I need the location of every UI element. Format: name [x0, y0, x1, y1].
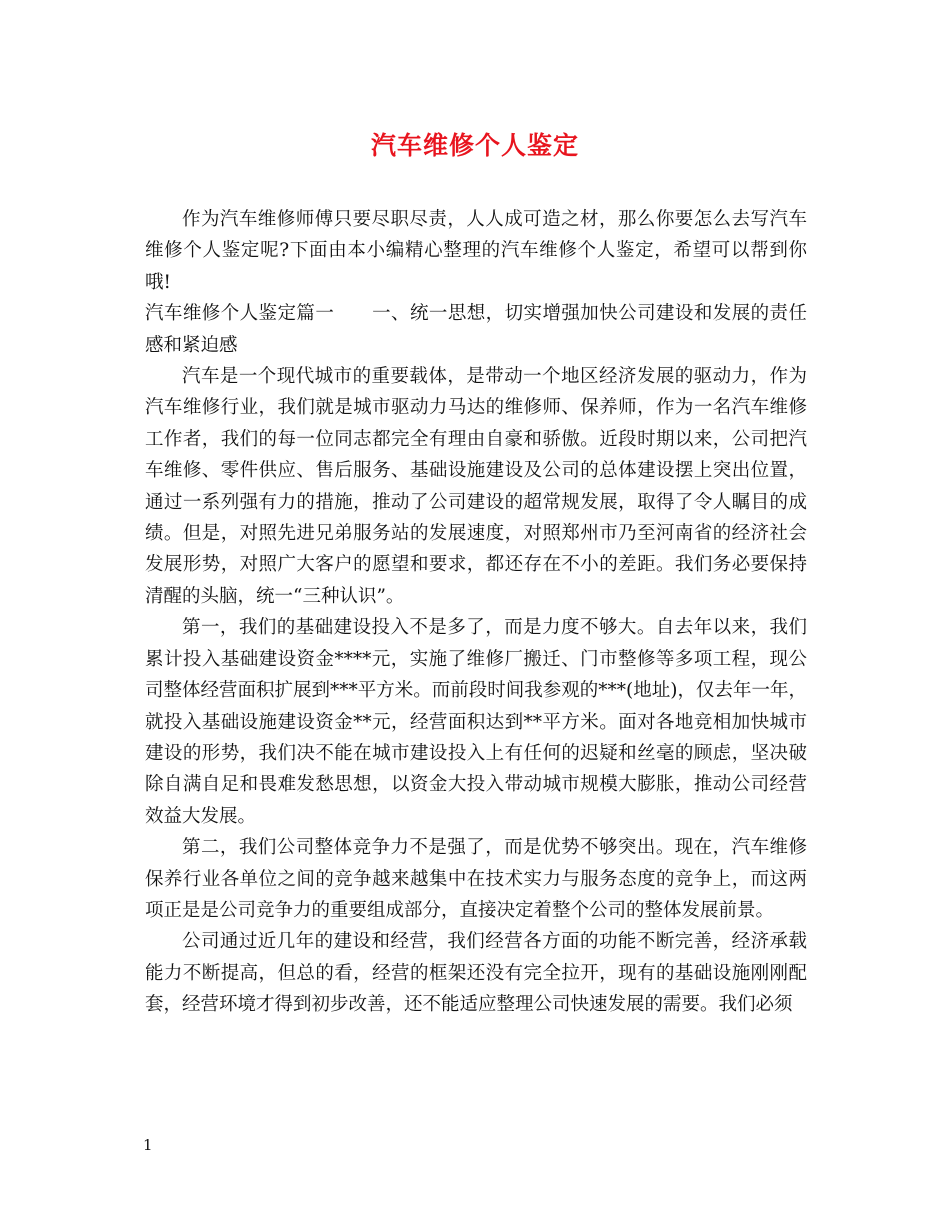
paragraph-body: 第一，我们的基础建设投入不是多了，而是力度不够大。自去年以来，我们累计投入基础建设资金****元，实施了维修厂搬迁、门市整修等多项工程，现公司整体经营面积扩展到***平方米。而前段时间我参观的***(地址)，仅去年一年，就投入基础设施建设资金**元，经营面积达到**平方米。面对各地竞相加快城市建设的形势，我们决不能在城市建设投入上有任何的迟疑和丝毫的顾虑，坚决破除自满自足和畏难发愁思想，以资金大投入带动城市规模大膨胀，推动公司经营效益大发展。: [145, 617, 807, 827]
paragraph-body: 第二，我们公司整体竞争力不是强了，而是优势不够突出。现在，汽车维修保养行业各单位之间的竞争越来越集中在技术实力与服务态度的竞争上，而这两项正是是公司竞争力的重要组成部分，直接决定着整个公司的整体发展前景。: [145, 837, 807, 921]
document-body: [145, 204, 807, 1021]
page-number: 1: [143, 1136, 153, 1154]
document-title: 汽车维修个人鉴定: [370, 131, 579, 160]
paragraph-body: 汽车是一个现代城市的重要载体，是带动一个地区经济发展的驱动力，作为汽车维修行业，我们就是城市驱动力马达的维修师、保养师，作为一名汽车维修工作者，我们的每一位同志都完全有理由自豪和骄傲。近段时期以来，公司把汽车维修、零件供应、售后服务、基础设施建设及公司的总体建设摆上突出位置，通过一系列强有力的措施，推动了公司建设的超常规发展，取得了令人瞩目的成绩。但是，对照先进兄弟服务站的发展速度，对照郑州市乃至河南省的经济社会发展形势，对照广大客户的愿望和要求，都还存在不小的差距。我们务必要保持清醒的头脑，统一“三种认识”。: [145, 366, 807, 607]
paragraph-body: 公司通过近几年的建设和经营，我们经营各方面的功能不断完善，经济承载能力不断提高，但总的看，经营的框架还没有完全拉开，现有的基础设施刚刚配套，经营环境才得到初步改善，还不能适应整理公司快速发展的需要。我们必须: [145, 931, 807, 1016]
paragraph-intro: 作为汽车维修师傅只要尽职尽责，人人成可造之材，那么你要怎么去写汽车维修个人鉴定呢?下面由本小编精心整理的汽车维修个人鉴定，希望可以帮到你哦!: [145, 209, 807, 293]
paragraph-section-heading: 汽车维修个人鉴定篇一 一、统一思想，切实增强加快公司建设和发展的责任感和紧迫感: [145, 303, 807, 356]
